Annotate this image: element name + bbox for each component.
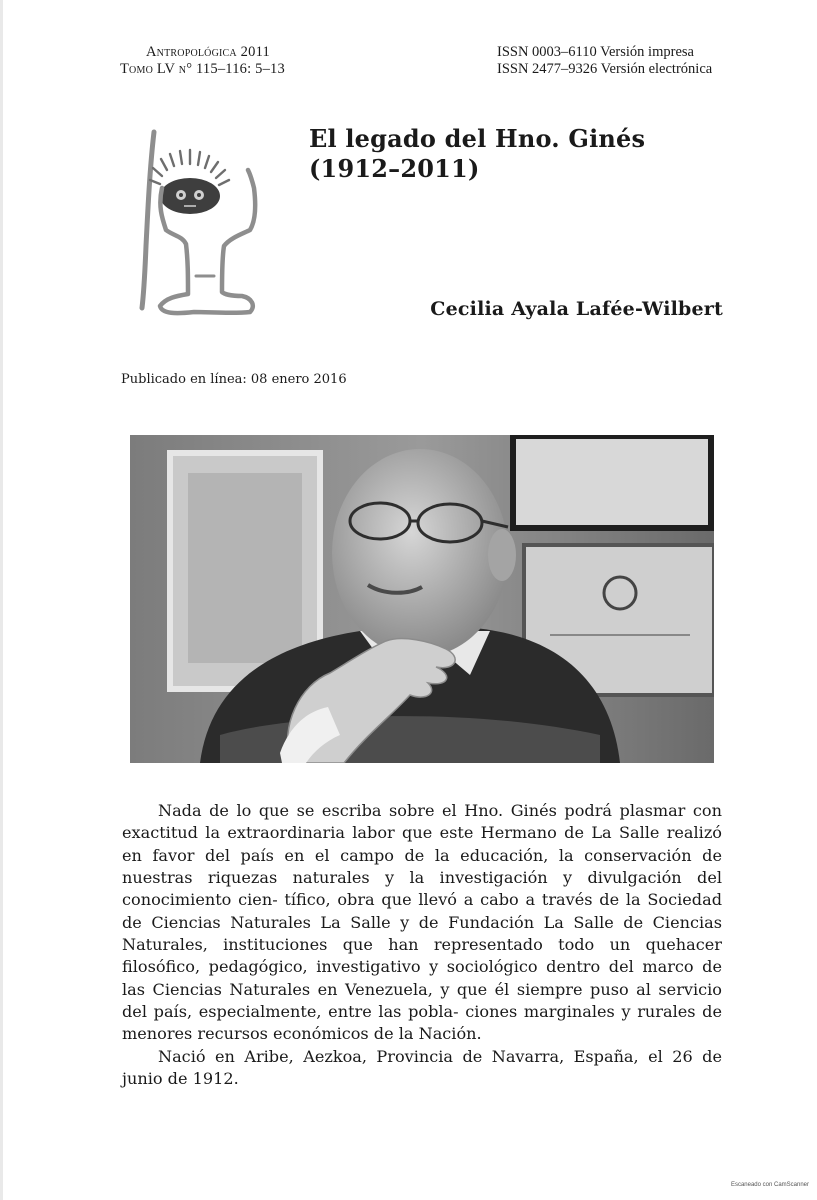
article-author: Cecilia Ayala Lafée-Wilbert: [430, 298, 723, 320]
article-body: [122, 800, 722, 1090]
publication-date: Publicado en línea: 08 enero 2016: [121, 372, 347, 387]
portrait-photo: [130, 435, 714, 763]
journal-name: Antropológica 2011: [146, 44, 270, 60]
petroglyph-logo-icon: [132, 126, 272, 326]
journal-header-left: [120, 44, 285, 78]
article-title-line1: El legado del Hno. Ginés: [309, 124, 646, 153]
issn-electronic: ISSN 2477–9326 Versión electrónica: [497, 61, 713, 77]
scanner-watermark: Escaneado con CamScanner: [730, 1182, 809, 1188]
article-title: [309, 124, 645, 184]
body-paragraph-2: Nació en Aribe, Aezkoa, Provincia de Navarra, España, el 26 de junio de 1912.: [122, 1046, 722, 1089]
article-title-line2: (1912–2011): [309, 154, 480, 183]
journal-header-right: [497, 44, 712, 78]
issn-print: ISSN 0003–6110 Versión impresa: [497, 44, 694, 60]
journal-volume: Tomo LV n° 115–116: 5–13: [120, 61, 285, 77]
body-paragraph-1: Nada de lo que se escriba sobre el Hno. Ginés podrá plasmar con exactitud la extraordinaria labor que este Hermano de La Salle realizó en favor del país en el campo de la educación, la conservación de nuestras riquezas naturales y la investigación y divulgación del conocimiento cien- tífico, obra que llevó a cabo a través de la Sociedad de Ciencias Naturales La Salle y de Fundación La Salle de Ciencias Naturales, instituciones que han representado todo un quehacer filosófico, pedagógico, investigativo y sociológico dentro del marco de las Ciencias Naturales en Venezuela, y que él siempre puso al servicio del país, especialmente, entre las pobla- ciones marginales y rurales de menores recursos económicos de la Nación.: [122, 801, 722, 1044]
page-edge: [0, 0, 3, 1200]
